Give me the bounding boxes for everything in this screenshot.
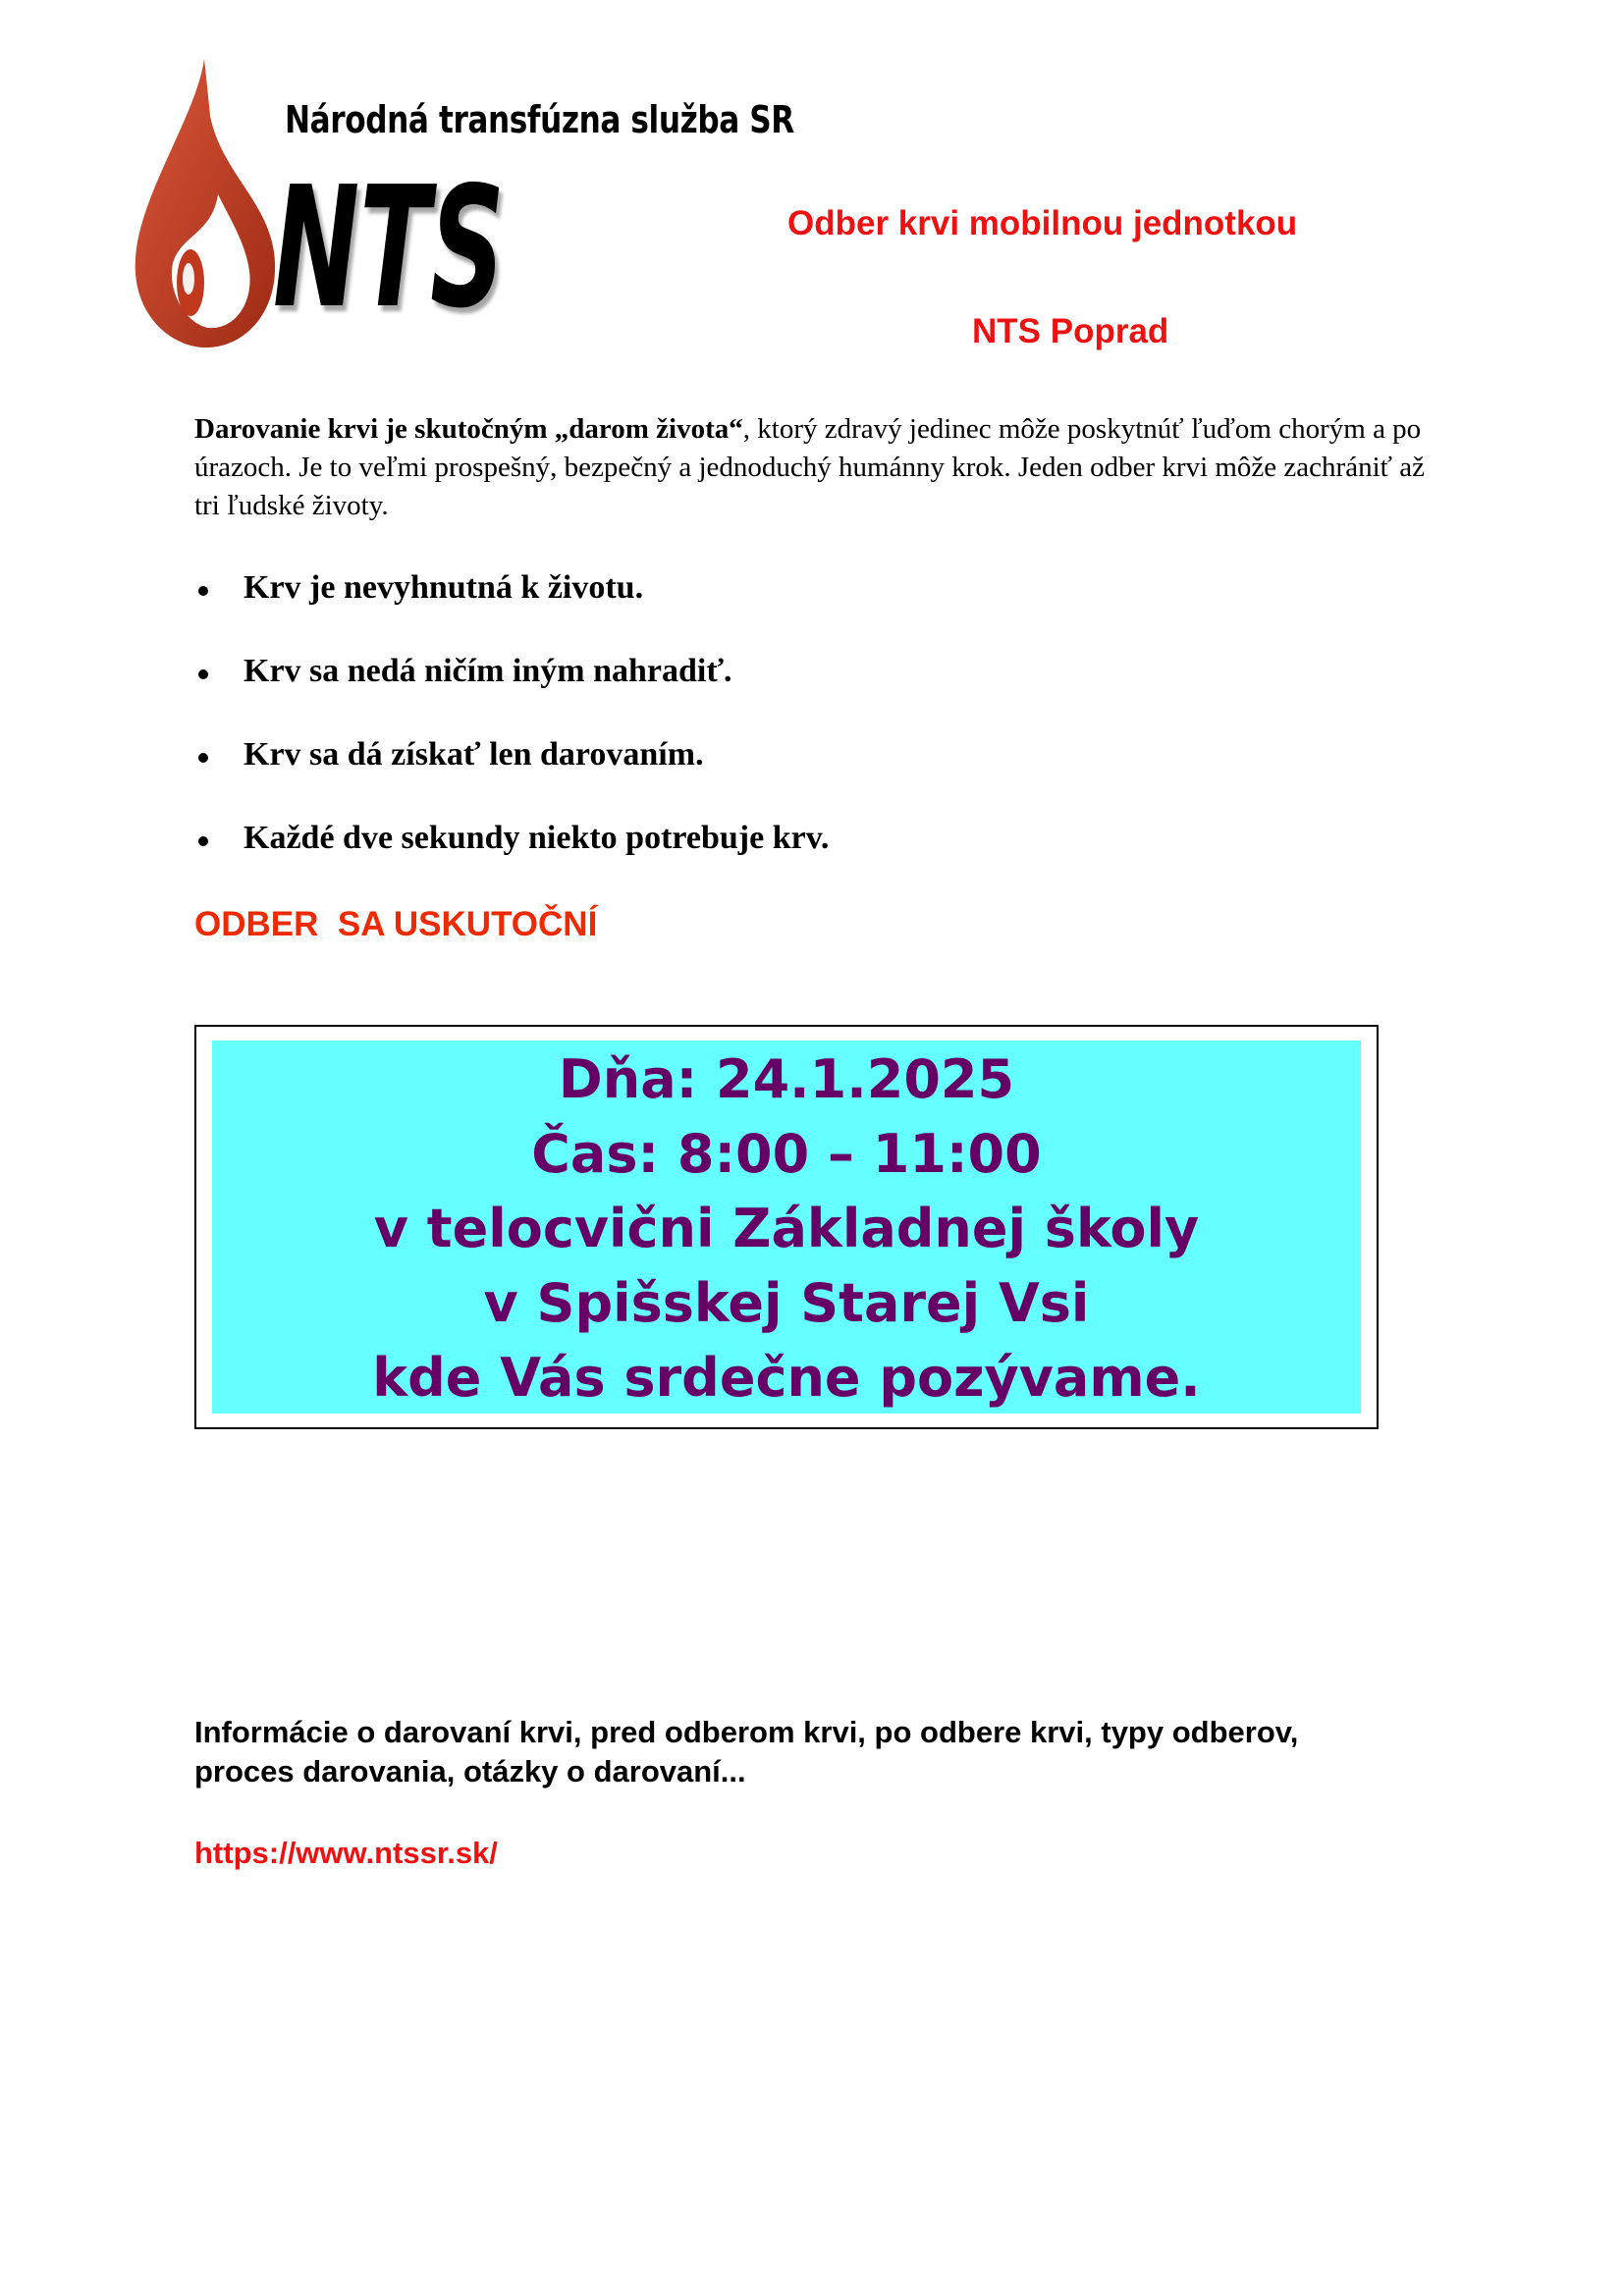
event-time: Čas: 8:00 – 11:00 [531,1123,1042,1185]
event-invite: kde Vás srdečne pozývame. [372,1347,1201,1409]
event-town: v Spišskej Starej Vsi [483,1272,1090,1334]
list-item [194,564,829,648]
list-item [194,648,829,731]
event-date: Dňa: 24.1.2025 [558,1048,1015,1110]
list-item [194,815,829,898]
intro-text: , ktorý zdravý jedinec môže poskytnúť ľuďom chorým a po úrazoch. Je to veľmi prospešný, bezpečný a jednoduchý humánny krok. Jeden odber krvi môže zachrániť až tri ľudské životy. [194,413,1426,521]
section-heading: ODBER SA USKUTOČNÍ [194,905,598,943]
intro-lead: Darovanie krvi je skutočným „darom života“ [194,413,743,445]
fact-text: Každé dve sekundy niekto potrebuje krv. [244,820,830,856]
page-title: Odber krvi mobilnou jednotkou [787,204,1298,242]
nts-logo [128,57,794,351]
bullet-icon [198,669,208,679]
logo-nts-mark: NTS [273,151,506,346]
bullet-icon [198,586,208,596]
fact-text: Krv sa dá získať len darovaním. [244,736,704,773]
facts-list [194,564,829,898]
bullet-icon [198,836,208,846]
page-subtitle: NTS Poprad [972,312,1169,350]
list-item [194,731,829,815]
website-link[interactable]: https://www.ntssr.sk/ [194,1836,498,1870]
footer-info: Informácie o darovaní krvi, pred odberom krvi, po odbere krvi, typy odberov, proces darovania, otázky o darovaní... [194,1715,1299,1789]
bullet-icon [198,753,208,763]
logo-wordmark: Národná transfúzna služba SR [285,98,794,141]
intro-paragraph [194,410,1432,525]
event-box [194,1025,1379,1429]
event-highlight [212,1041,1361,1414]
event-place: v telocvični Základnej školy [373,1198,1200,1259]
fact-text: Krv je nevyhnutná k životu. [244,569,644,606]
blood-drop-icon [128,57,285,351]
fact-text: Krv sa nedá ničím iným nahradiť. [244,653,732,689]
